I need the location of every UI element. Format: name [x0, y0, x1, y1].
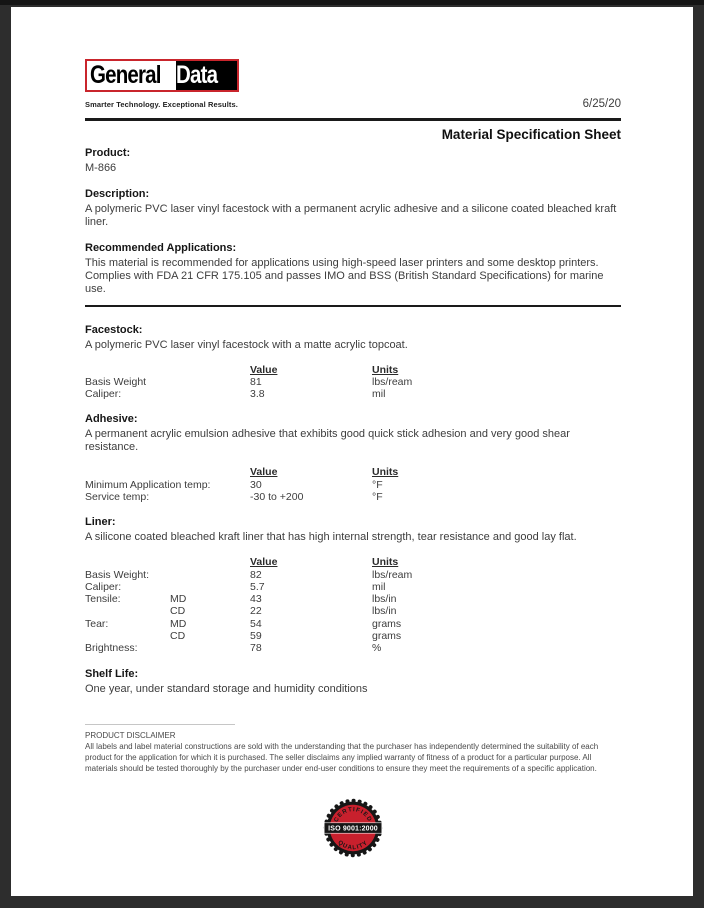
row-sub: CD — [170, 630, 186, 643]
row-units: lbs/ream — [372, 568, 413, 581]
row-sub: CD — [170, 605, 186, 618]
table-header-row — [85, 466, 621, 478]
row-label: Service temp: — [85, 490, 150, 503]
table-row — [85, 569, 621, 581]
facestock-table — [85, 364, 621, 401]
row-value: 81 — [250, 375, 262, 388]
row-value: 5.7 — [250, 580, 265, 593]
disclaimer-section — [85, 724, 621, 775]
facestock-section — [85, 324, 621, 401]
row-label: Brightness: — [85, 642, 138, 655]
row-units: mil — [372, 388, 386, 401]
row-value: 54 — [250, 617, 262, 630]
seal-top-text: CERTIFIED — [333, 806, 373, 824]
liner-table — [85, 556, 621, 654]
column-header-units: Units — [372, 466, 399, 479]
logo-text-data: Data — [176, 61, 218, 89]
tagline-date-row — [85, 98, 621, 111]
column-header-value: Value — [250, 466, 278, 479]
row-label: Caliper: — [85, 388, 122, 401]
row-units: lbs/ream — [372, 375, 413, 388]
logo-row — [85, 59, 621, 92]
facestock-heading: Facestock: — [85, 323, 143, 336]
table-row — [85, 388, 621, 400]
adhesive-section — [85, 413, 621, 503]
description-section — [85, 188, 621, 229]
liner-heading: Liner: — [85, 516, 116, 529]
table-row — [85, 642, 621, 654]
general-data-logo — [85, 59, 239, 92]
table-row — [85, 593, 621, 605]
row-sub — [170, 491, 250, 503]
logo-text-general: General — [90, 61, 161, 89]
table-row — [85, 605, 621, 617]
column-header-value: Value — [250, 556, 278, 569]
row-value: 30 — [250, 478, 262, 491]
disclaimer-divider — [85, 724, 235, 725]
iso-certified-seal-icon — [321, 795, 385, 861]
row-units: °F — [372, 478, 383, 491]
adhesive-table — [85, 466, 621, 503]
table-row — [85, 618, 621, 630]
row-sub — [170, 388, 250, 400]
row-value: 22 — [250, 605, 262, 618]
liner-section — [85, 516, 621, 654]
row-units: lbs/in — [372, 605, 397, 618]
column-header-units: Units — [372, 363, 399, 376]
document-content — [11, 59, 693, 861]
table-row — [85, 491, 621, 503]
row-sub — [170, 376, 250, 388]
liner-text: A silicone coated bleached kraft liner that has high internal strength, tear resistance and good lay flat. — [85, 531, 577, 544]
row-label — [85, 630, 170, 642]
row-label — [85, 605, 170, 617]
frame-top-bar — [0, 0, 704, 5]
column-header-units: Units — [372, 556, 399, 569]
row-label: Minimum Application temp: — [85, 478, 211, 491]
row-units: lbs/in — [372, 593, 397, 606]
seal-center-text: ISO 9001:2000 — [328, 825, 378, 833]
header-divider — [85, 118, 621, 121]
table-row — [85, 376, 621, 388]
recommended-applications-text: This material is recommended for applications using high-speed laser printers and some desktop printers. Complies with FDA 21 CFR 175.105 and passes IMO and BSS (British Standard Specifications) for marine use. — [85, 256, 604, 295]
row-sub — [170, 581, 250, 593]
row-sub: MD — [170, 617, 187, 630]
row-label: Tensile: — [85, 593, 121, 606]
row-units: °F — [372, 490, 383, 503]
adhesive-text: A permanent acrylic emulsion adhesive that exhibits good quick stick adhesion and very good shear resistance. — [85, 428, 570, 454]
recommended-applications-section — [85, 242, 621, 296]
adhesive-heading: Adhesive: — [85, 413, 138, 426]
shelf-life-heading: Shelf Life: — [85, 667, 139, 680]
row-sub — [170, 642, 250, 654]
disclaimer-text: All labels and label material constructions are sold with the understanding that the purchaser has independently determined the suitability of each product for the application for which it is purchased. The seller disclaims any implied warranty of fitness of a product for a particular purpose. All materials should be tested thoroughly by the purchaser under end-user conditions to ensure they meet the requirements of a specific application. — [85, 741, 599, 774]
row-units: mil — [372, 580, 386, 593]
logo-tagline: Smarter Technology. Exceptional Results. — [85, 100, 238, 109]
table-row — [85, 581, 621, 593]
product-value: M-866 — [85, 161, 117, 174]
document-page — [11, 7, 693, 896]
row-sub — [170, 479, 250, 491]
row-value: 78 — [250, 642, 262, 655]
row-label: Tear: — [85, 617, 109, 630]
row-value: 59 — [250, 630, 262, 643]
seal-bottom-text: QUALITY — [336, 839, 370, 852]
recommended-applications-heading: Recommended Applications: — [85, 241, 237, 254]
table-row — [85, 630, 621, 642]
disclaimer-heading: PRODUCT DISCLAIMER — [85, 730, 176, 740]
row-label: Basis Weight — [85, 375, 147, 388]
description-heading: Description: — [85, 187, 150, 200]
document-date: 6/25/20 — [582, 98, 621, 110]
row-sub — [170, 569, 250, 581]
row-value: 82 — [250, 568, 262, 581]
shelf-life-section — [85, 668, 621, 696]
product-heading: Product: — [85, 146, 131, 159]
logo-segment-data — [176, 61, 237, 90]
shelf-life-text: One year, under standard storage and humidity conditions — [85, 682, 368, 695]
description-text: A polymeric PVC laser vinyl facestock with a permanent acrylic adhesive and a silicone coated bleached kraft liner. — [85, 202, 617, 228]
row-units: % — [372, 642, 382, 655]
section-divider — [85, 305, 621, 307]
seal-row — [85, 795, 621, 861]
row-label: Caliper: — [85, 580, 122, 593]
table-header-row — [85, 364, 621, 376]
product-section — [85, 147, 621, 175]
logo-segment-general — [87, 61, 176, 90]
table-row — [85, 479, 621, 491]
facestock-text: A polymeric PVC laser vinyl facestock with a matte acrylic topcoat. — [85, 338, 408, 351]
column-header-value: Value — [250, 363, 278, 376]
row-units: grams — [372, 630, 402, 643]
row-label: Basis Weight: — [85, 568, 149, 581]
row-value: -30 to +200 — [250, 490, 304, 503]
row-units: grams — [372, 617, 402, 630]
row-value: 3.8 — [250, 388, 265, 401]
row-value: 43 — [250, 593, 262, 606]
row-sub: MD — [170, 593, 187, 606]
page-title: Material Specification Sheet — [441, 126, 621, 142]
table-header-row — [85, 556, 621, 568]
